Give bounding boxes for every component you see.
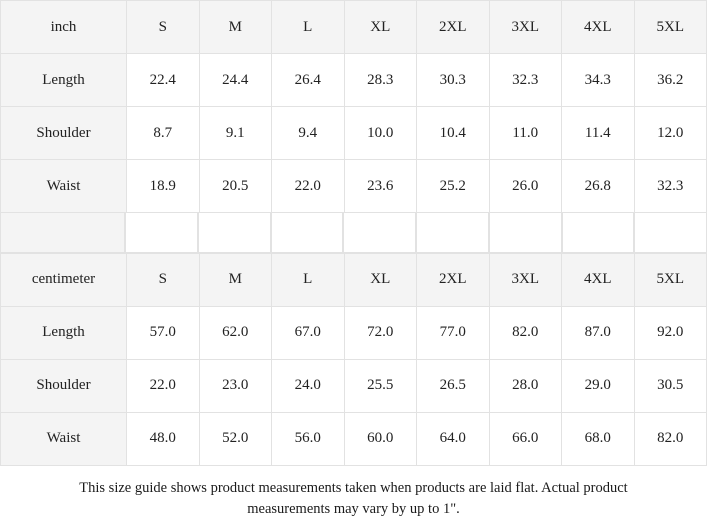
cell-value: 67.0: [272, 306, 345, 359]
cell-value: 72.0: [344, 306, 417, 359]
cell-value: 22.4: [127, 54, 200, 107]
row-label-waist: Waist: [1, 412, 127, 465]
cell-value: 32.3: [634, 160, 707, 213]
column-header-5xl: 5XL: [634, 253, 707, 306]
cell-value: 92.0: [634, 306, 707, 359]
cell-value: 28.0: [489, 359, 562, 412]
cell-value: 77.0: [417, 306, 490, 359]
table-separator: [0, 213, 707, 253]
row-label-waist: Waist: [1, 160, 127, 213]
row-label-shoulder: Shoulder: [1, 107, 127, 160]
row-label-length: Length: [1, 54, 127, 107]
table-row: [1, 306, 707, 359]
column-header-4xl: 4XL: [562, 1, 635, 54]
cell-value: 23.0: [199, 359, 272, 412]
column-header-4xl: 4XL: [562, 253, 635, 306]
separator-cell: [198, 213, 271, 253]
cell-value: 36.2: [634, 54, 707, 107]
table-row: [1, 412, 707, 465]
separator-label-cell: [0, 213, 125, 253]
size-table-inch: [0, 0, 707, 213]
cell-value: 62.0: [199, 306, 272, 359]
cell-value: 10.4: [417, 107, 490, 160]
cell-value: 11.4: [562, 107, 635, 160]
column-header-s: S: [127, 253, 200, 306]
table-row: [1, 54, 707, 107]
row-label-length: Length: [1, 306, 127, 359]
cell-value: 18.9: [127, 160, 200, 213]
cell-value: 8.7: [127, 107, 200, 160]
cell-value: 87.0: [562, 306, 635, 359]
cell-value: 12.0: [634, 107, 707, 160]
separator-cell: [343, 213, 416, 253]
separator-cell: [271, 213, 344, 253]
cell-value: 26.5: [417, 359, 490, 412]
cell-value: 29.0: [562, 359, 635, 412]
column-header-l: L: [272, 253, 345, 306]
cell-value: 10.0: [344, 107, 417, 160]
cell-value: 56.0: [272, 412, 345, 465]
cell-value: 68.0: [562, 412, 635, 465]
column-header-3xl: 3XL: [489, 253, 562, 306]
unit-label-inch: inch: [1, 1, 127, 54]
cell-value: 52.0: [199, 412, 272, 465]
separator-cell: [562, 213, 635, 253]
cell-value: 22.0: [272, 160, 345, 213]
separator-cell: [416, 213, 489, 253]
cell-value: 24.4: [199, 54, 272, 107]
cell-value: 30.3: [417, 54, 490, 107]
separator-cell: [125, 213, 198, 253]
size-guide-note: This size guide shows product measurements taken when products are laid flat. Actual product measurements may vary by up to 1".: [79, 479, 628, 517]
cell-value: 64.0: [417, 412, 490, 465]
table-row: [1, 160, 707, 213]
cell-value: 25.2: [417, 160, 490, 213]
column-header-5xl: 5XL: [634, 1, 707, 54]
column-header-m: M: [199, 1, 272, 54]
cell-value: 82.0: [634, 412, 707, 465]
table-header-row: [1, 253, 707, 306]
cell-value: 25.5: [344, 359, 417, 412]
column-header-2xl: 2XL: [417, 253, 490, 306]
column-header-2xl: 2XL: [417, 1, 490, 54]
cell-value: 22.0: [127, 359, 200, 412]
column-header-xl: XL: [344, 1, 417, 54]
cell-value: 34.3: [562, 54, 635, 107]
cell-value: 48.0: [127, 412, 200, 465]
table-header-row: [1, 1, 707, 54]
cell-value: 28.3: [344, 54, 417, 107]
cell-value: 60.0: [344, 412, 417, 465]
column-header-l: L: [272, 1, 345, 54]
cell-value: 23.6: [344, 160, 417, 213]
column-header-3xl: 3XL: [489, 1, 562, 54]
table-row: [1, 107, 707, 160]
cell-value: 26.0: [489, 160, 562, 213]
cell-value: 57.0: [127, 306, 200, 359]
cell-value: 26.8: [562, 160, 635, 213]
cell-value: 82.0: [489, 306, 562, 359]
unit-label-centimeter: centimeter: [1, 253, 127, 306]
cell-value: 20.5: [199, 160, 272, 213]
size-table-centimeter: [0, 253, 707, 466]
column-header-xl: XL: [344, 253, 417, 306]
cell-value: 24.0: [272, 359, 345, 412]
cell-value: 66.0: [489, 412, 562, 465]
column-header-s: S: [127, 1, 200, 54]
cell-value: 9.1: [199, 107, 272, 160]
cell-value: 11.0: [489, 107, 562, 160]
row-label-shoulder: Shoulder: [1, 359, 127, 412]
table-row: [1, 359, 707, 412]
cell-value: 32.3: [489, 54, 562, 107]
cell-value: 9.4: [272, 107, 345, 160]
separator-cell: [489, 213, 562, 253]
separator-cell: [634, 213, 707, 253]
cell-value: 26.4: [272, 54, 345, 107]
column-header-m: M: [199, 253, 272, 306]
cell-value: 30.5: [634, 359, 707, 412]
